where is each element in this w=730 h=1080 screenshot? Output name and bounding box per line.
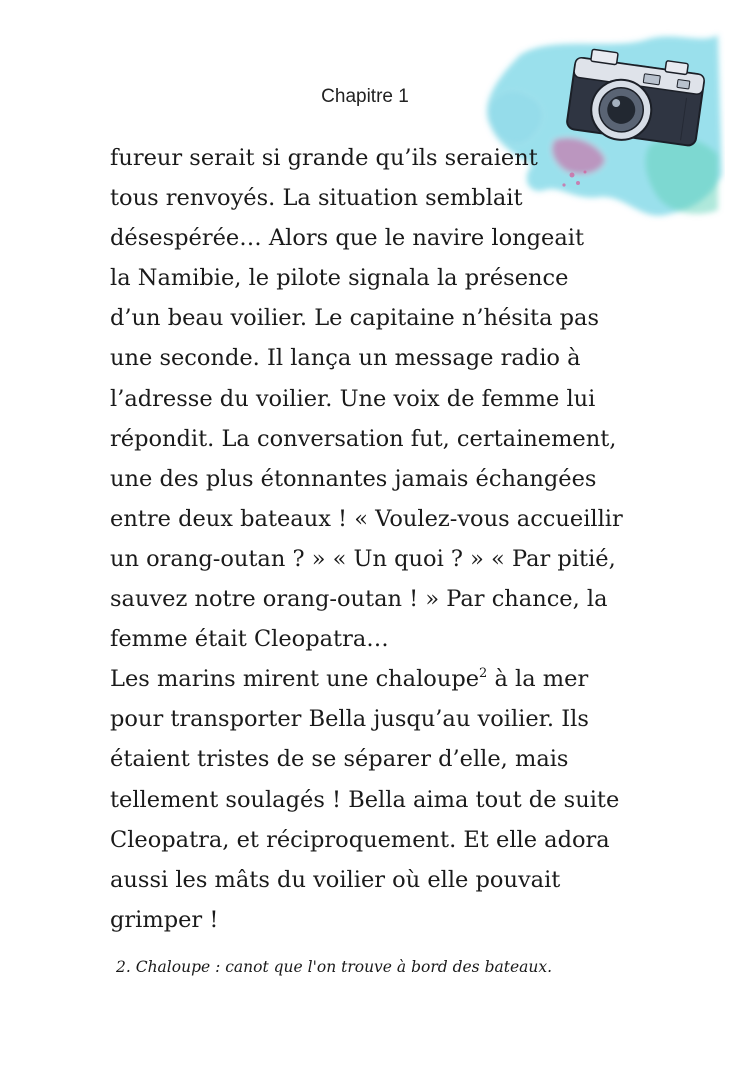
text-line: d’un beau voilier. Le capitaine n’hésita pas <box>110 305 600 332</box>
text-line: répondit. La conversation fut, certainement, <box>110 425 617 452</box>
text-line-end: à la mer <box>487 666 589 693</box>
text-line: tellement soulagés ! Bella aima tout de suite <box>110 786 620 813</box>
text-line: une des plus étonnantes jamais échangées <box>110 465 597 492</box>
text-line: un orang-outan ? » « Un quoi ? » « Par pitié, <box>110 545 616 572</box>
text-line-start: Les marins mirent une chaloupe <box>110 666 480 693</box>
text-line: une seconde. Il lança un message radio à <box>110 345 581 372</box>
text-line: étaient tristes de se séparer d’elle, mais <box>110 746 569 773</box>
text-line: désespérée… Alors que le navire longeait <box>110 225 584 252</box>
text-line: sauvez notre orang-outan ! » Par chance, la <box>110 586 608 613</box>
text-line: fureur serait si grande qu’ils seraient <box>110 145 538 171</box>
body-text <box>110 138 630 940</box>
text-line: entre deux bateaux ! « Voulez-vous accueillir <box>110 505 623 532</box>
text-line: aussi les mâts du voilier où elle pouvait <box>110 866 561 893</box>
text-line: tous renvoyés. La situation semblait <box>110 185 523 212</box>
text-line: la Namibie, le pilote signala la présence <box>110 265 569 292</box>
text-line: Cleopatra, et réciproquement. Et elle adora <box>110 826 610 853</box>
text-line: grimper ! <box>110 906 219 933</box>
text-line: l’adresse du voilier. Une voix de femme lui <box>110 385 596 412</box>
footnote-reference: 2 <box>479 666 488 682</box>
text-line-with-footnote-ref <box>110 659 630 699</box>
text-line: pour transporter Bella jusqu’au voilier. Ils <box>110 706 589 733</box>
text-line: femme était Cleopatra… <box>110 626 389 653</box>
footnote: 2. Chaloupe : canot que l'on trouve à bord des bateaux. <box>116 958 553 976</box>
chapter-heading: Chapitre 1 <box>321 86 409 107</box>
